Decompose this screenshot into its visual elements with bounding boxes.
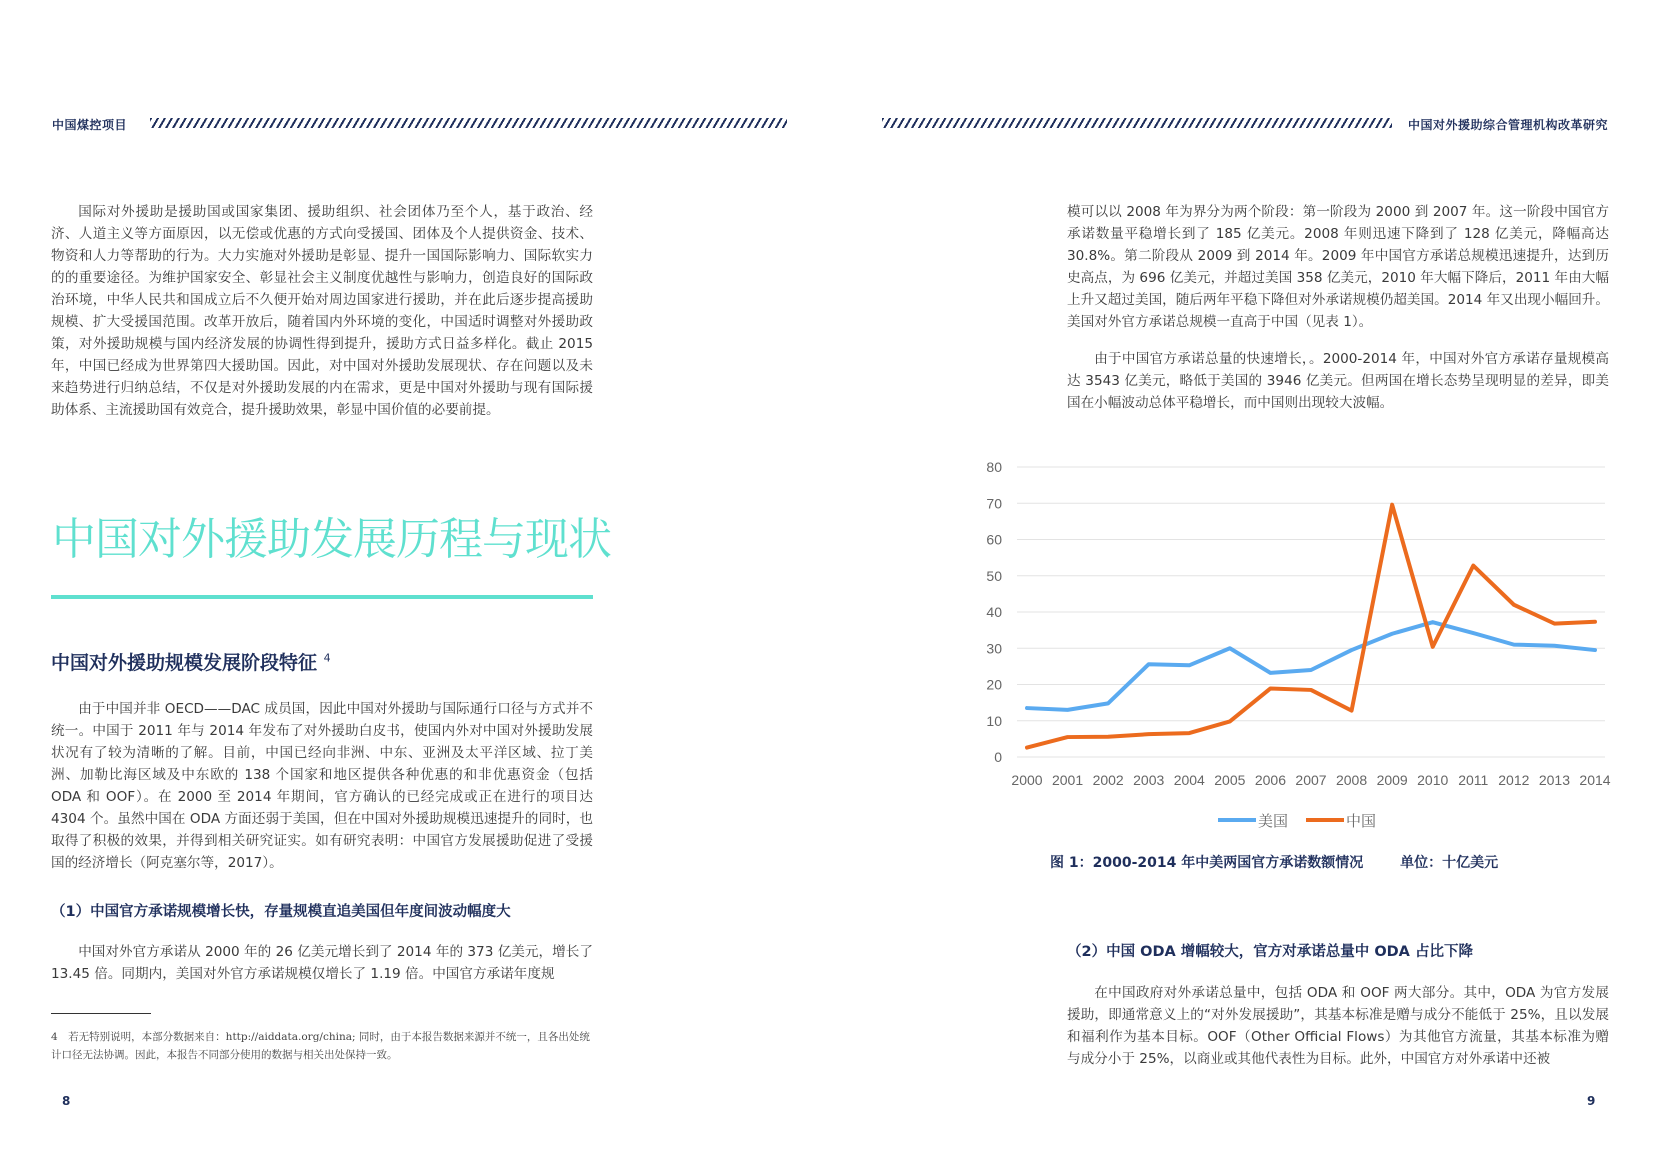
y-tick-label: 60	[986, 531, 1002, 548]
growth-paragraph: 中国对外官方承诺从 2000 年的 26 亿美元增长到了 2014 年的 373 亿美元，增长了 13.45 倍。同期内，美国对外官方承诺规模仅增长了 1.19 倍。中国官方承诺年度规	[51, 944, 593, 982]
x-tick-label: 2014	[1579, 772, 1611, 788]
figure-caption-text: 图 1：2000-2014 年中美两国官方承诺数额情况	[1050, 855, 1364, 871]
intro-paragraph: 国际对外援助是援助国或国家集团、援助组织、社会团体乃至个人，基于政治、经济、人道主义等方面原因，以无偿或优惠的方式向受援国、团体及个人提供资金、技术、物资和人力等帮助的行为。大力实施对外援助是彰显、提升一国国际影响力、国际软实力的的重要途径。为维护国家安全、彰显社会主义制度优越性与影响力，创造良好的国际政治环境，中华人民共和国成立后不久便开始对周边国家进行援助，并在此后逐步提高援助规模、扩大受援国范围。改革开放后，随着国内外环境的变化，中国适时调整对外援助政策，对外援助规模与国内经济发展的协调性得到提升，援助方式日益多样化。截止 2015 年，中国已经成为世界第四大援助国。因此，对中国对外援助发展现状、存在问题以及未来趋势进行归纳总结，不仅是对外援助发展的内在需求，更是中国对外援助与现有国际援助体系、主流援助国有效竞合，提升援助效果，彰显中国价值的必要前提。	[51, 204, 593, 418]
x-tick-label: 2001	[1051, 772, 1084, 788]
figure-caption	[1050, 852, 1498, 872]
y-tick-label: 50	[986, 567, 1002, 584]
aid-background-paragraph: 由于中国并非 OECD——DAC 成员国，因此中国对外援助与国际通行口径与方式并不统一。中国于 2011 年与 2014 年发布了对外援助白皮书，使国内外对中国对外援助发展状况有了较为清晰的了解。目前，中国已经向非洲、中东、亚洲及太平洋区域、拉丁美洲、加勒比海区域及中东欧的 138 个国家和地区提供各种优惠的和非优惠资金（包括 ODA 和 OOF）。在 2000 至 2014 年期间，官方确认的已经完成或正在进行的项目达 4304 个。虽然中国在 ODA 方面还弱于美国，但在中国对外援助规模迅速提升的同时，也取得了积极的效果，并得到相关研究证实。如有研究表明：中国官方发展援助促进了受援国的经济增长（阿克塞尔等，2017）。	[51, 701, 593, 871]
section-title-text: 中国对外援助规模发展阶段特征	[51, 652, 318, 674]
x-tick-label: 2009	[1376, 772, 1408, 788]
subsection-1-title: （1）中国官方承诺规模增长快，存量规模直追美国但年度间波动幅度大	[51, 904, 511, 920]
y-tick-label: 0	[994, 749, 1002, 765]
footnote-ref[interactable]: 4	[323, 651, 331, 665]
left-header-title: 中国煤控项目	[52, 118, 128, 132]
x-tick-label: 2002	[1092, 772, 1124, 788]
y-tick-label: 30	[986, 640, 1002, 657]
page-number-left: 8	[62, 1094, 71, 1108]
x-tick-label: 2013	[1538, 772, 1571, 788]
y-tick-label: 80	[986, 459, 1002, 475]
x-tick-label: 2000	[1011, 772, 1043, 788]
left-header-stripe	[150, 118, 787, 128]
stage-paragraph: 模可以以 2008 年为界分为两个阶段：第一阶段为 2000 到 2007 年。这一阶段中国官方承诺数量平稳增长到了 185 亿美元。2008 年则迅速下降到了 128 亿美元，降幅高达 30.8%。第二阶段从 2009 到 2014 年。2009 年中国官方承诺总规模迅速提升，达到历史高点，为 696 亿美元，并超过美国 358 亿美元，2010 年大幅下降后，2011 年由大幅上升又超过美国，随后两年平稳下降但对外承诺规模仍超美国。2014 年又出现小幅回升。美国对外官方承诺总规模一直高于中国（见表 1）。	[1067, 204, 1609, 330]
legend-label: 中国	[1346, 812, 1377, 830]
stock-paragraph: 由于中国官方承诺总量的快速增长，。2000-2014 年，中国对外官方承诺存量规模高达 3543 亿美元，略低于美国的 3946 亿美元。但两国在增长态势呈现明显的差异，即美国在小幅波动总体平稳增长，而中国则出现较大波幅。	[1067, 351, 1609, 411]
x-tick-label: 2008	[1335, 772, 1368, 788]
right-header-stripe	[882, 118, 1392, 128]
y-tick-label: 70	[986, 495, 1002, 512]
commitment-line-chart	[960, 455, 1620, 845]
page-number-right: 9	[1587, 1094, 1596, 1108]
x-tick-label: 2010	[1417, 772, 1449, 788]
x-tick-label: 2011	[1458, 772, 1489, 788]
right-header-title: 中国对外援助综合管理机构改革研究	[1408, 118, 1609, 132]
oda-paragraph: 在中国政府对外承诺总量中，包括 ODA 和 OOF 两大部分。其中，ODA 为官方发展援助，即通常意义上的“对外发展援助”，其基本标准是赠与成分不能低于 25%，且以发展和福利作为基本目标。OOF（Other Official Flows）为其他官方流量，其基本标准为赠与成分小于 25%，以商业或其他代表性为目标。此外，中国官方对外承诺中还被	[1067, 985, 1609, 1067]
y-tick-label: 20	[986, 676, 1002, 693]
x-tick-label: 2003	[1133, 772, 1165, 788]
chart-svg	[960, 455, 1620, 845]
legend-label: 美国	[1258, 812, 1289, 830]
series-line-usa	[1027, 622, 1595, 710]
chapter-title-underline	[51, 595, 593, 599]
x-tick-label: 2007	[1295, 772, 1327, 788]
y-tick-label: 10	[986, 712, 1002, 729]
chapter-title: 中国对外援助发展历程与现状	[52, 514, 611, 565]
footnote-text: 4 若无特别说明，本部分数据来自：http://aiddata.org/china; 同时，由于本报告数据来源并不统一，且各出处统计口径无法协调。因此，本报告不同部分使用的数据与相关出处保持一致。	[51, 1031, 590, 1061]
x-tick-label: 2004	[1173, 772, 1205, 788]
series-line-china	[1027, 505, 1595, 748]
x-tick-label: 2005	[1214, 772, 1246, 788]
y-tick-label: 40	[986, 604, 1002, 620]
footnote-rule	[51, 1013, 151, 1014]
x-tick-label: 2006	[1254, 772, 1287, 788]
subsection-2-title: （2）中国 ODA 增幅较大，官方对承诺总量中 ODA 占比下降	[1067, 944, 1473, 960]
figure-caption-unit: 单位：十亿美元	[1400, 855, 1499, 871]
x-tick-label: 2012	[1498, 772, 1530, 788]
section-title	[51, 648, 331, 675]
